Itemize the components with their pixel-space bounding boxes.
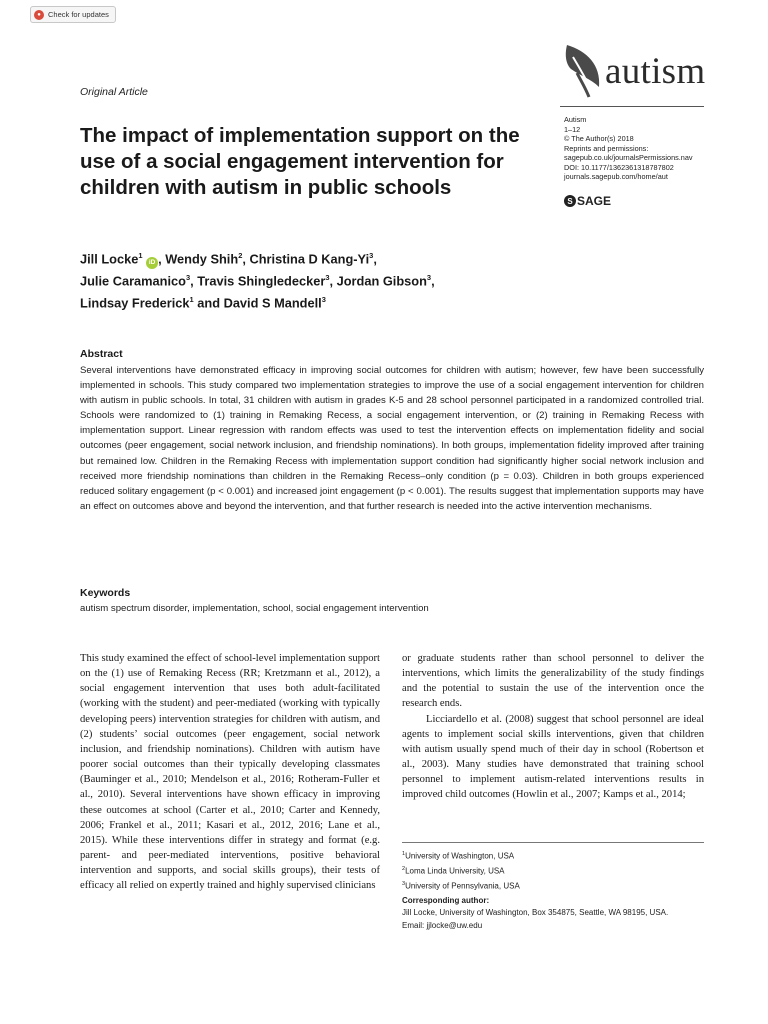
affiliation-item <box>402 863 704 878</box>
publisher-name: SAGE <box>577 194 612 208</box>
meta-pages: 1–12 <box>564 124 581 134</box>
body-column-right <box>402 651 704 803</box>
meta-copyright: © The Author(s) 2018 <box>564 134 634 143</box>
abstract-heading: Abstract <box>80 348 123 360</box>
affiliation-number: 2 <box>402 865 406 872</box>
affiliation-number: 1 <box>402 851 406 857</box>
footnote-rule <box>402 842 704 843</box>
affiliation-number: 3 <box>402 880 406 887</box>
body-paragraph: Licciardello et al. (2008) suggest that school personnel are ideal agents to implement social skills interventions, given that children with autism usually spend much of their day in school (Robertson et al., 2003). Many studies have demonstrated that training school personnel to implement autism-related interventions results in improved child outcomes (Howlin et al., 2007; Kamps et al., 2014; <box>402 713 704 801</box>
affiliation-text: University of Washington, USA <box>405 851 515 861</box>
article-title: The impact of implementation support on the use of a social engagement intervention for children with autism in public schools <box>80 124 520 199</box>
body-paragraph: or graduate students rather than school personnel to deliver the interventions, which limits the generalizability of the study findings and the potential to sustain the use of the intervention once the research ends. <box>402 653 704 710</box>
affiliation-item <box>402 848 704 863</box>
author-name: Christina D Kang-Yi <box>249 251 370 267</box>
body-paragraph: This study examined the effect of school-level implementation support on the (1) use of Remaking Recess (RR; Kretzmann et al., 2012), a social engagement intervention that uses both adult-facilitated (working with the student) and peer-mediated (working with typically developing peers) intervention strategies for children with autism, and (2) students’ social outcomes (peer engagement, social network inclusion, and friendship nominations). Children with autism have poorer social outcomes than their typically developing classmates (Bauminger et al., 2010; Mendelson et al., 2016; Rotheram-Fuller et al., 2010). Several interventions have shown efficacy in improving these outcomes at school (Carter et al., 2010; Carter and Kennedy, 2006; Frankel et al., 2011; Kasari et al., 2012, 2016; Lane et al., 2015). While these interventions differ in strategy and format (e.g. parent- and peer-mediated interventions, positive behavioral intervention and supports, and social skills groups), their tests of efficacy all relied on expertly trained and highly supervised clinicians <box>80 653 380 892</box>
author-affiliation-mark: 3 <box>185 273 191 283</box>
publisher-logo <box>564 194 611 208</box>
author-affiliation-mark: 1 <box>189 295 194 305</box>
meta-doi[interactable]: DOI: 10.1177/1362361318787802 <box>564 162 674 172</box>
author-name: David S Mandell <box>223 295 322 311</box>
meta-reprints-url[interactable]: sagepub.co.uk/journalsPermissions.nav <box>564 153 693 162</box>
body-column-left <box>80 651 380 894</box>
meta-reprints: Reprints and permissions: <box>564 143 649 153</box>
author-name: Lindsay Frederick <box>80 295 190 311</box>
author-affiliation-mark: 1 <box>138 251 143 260</box>
check-updates-icon: ● <box>34 10 44 20</box>
author-name: Travis Shingledecker <box>197 273 326 289</box>
affiliation-item <box>402 878 704 893</box>
affiliation-text: University of Pennsylvania, USA <box>405 881 520 891</box>
header-rule <box>560 106 704 107</box>
check-for-updates-button[interactable] <box>30 6 116 23</box>
corresponding-email[interactable]: Email: jjlocke@uw.edu <box>402 920 483 930</box>
corresponding-address: Jill Locke, University of Washington, Box 354875, Seattle, WA 98195, USA. <box>402 908 669 918</box>
author-name: Wendy Shih <box>165 251 239 267</box>
author-affiliation-mark: 3 <box>325 273 330 283</box>
check-updates-label: Check for updates <box>48 10 109 19</box>
journal-meta <box>564 115 724 182</box>
orcid-icon[interactable]: iD <box>146 257 158 269</box>
affiliation-text: Loma Linda University, USA <box>405 866 505 876</box>
keywords-heading: Keywords <box>80 587 131 599</box>
author-affiliation-mark: 2 <box>238 251 243 260</box>
journal-logo-text: autism <box>605 51 706 92</box>
affiliations-list <box>402 848 704 893</box>
meta-journal: Autism <box>564 115 587 124</box>
corresponding-heading: Corresponding author: <box>402 896 490 905</box>
meta-journal-url[interactable]: journals.sagepub.com/home/aut <box>564 172 668 181</box>
sage-s-icon: S <box>564 195 576 207</box>
corresponding-author <box>402 895 704 932</box>
author-list: Jill Locke$^1$ iD , Wendy Shih$^2$, Christina D Kang-Yi$^3$, Julie Caramanico$^3$, Travis Shingledecker$^3$, Jordan Gibson$^3$, Lindsay Frederick$^1$ and David S Mandell$^3$ <box>80 251 435 311</box>
author-affiliation-mark: 3 <box>369 251 374 260</box>
abstract-text: Several interventions have demonstrated efficacy in improving social outcomes for children with autism; however, few have been successfully implemented in schools. This study compared two implementation strategies to improve the use of a social engagement intervention for children with autism in public schools. In total, 31 children with autism in grades K-5 and 28 school personnel participated in a randomized controlled trial. Schools were randomized to (1) training in Remaking Recess, a social engagement intervention, or (2) training in Remaking Recess with implementation support. Linear regression with random effects was used to test the intervention effects on implementation fidelity and social outcomes (peer engagement, social network inclusion, and friendship nominations). In both groups, implementation fidelity improved after training but remained low. Children in the Remaking Recess with implementation support condition had significantly higher social network inclusion and received more friendship nominations than children in the Remaking Recess–only condition (p = 0.03). Children in both groups experienced reduced solitary engagement (p < 0.001) and increased joint engagement (p < 0.001). The results suggest that implementation supports may have an effect on outcomes above and beyond the intervention, and that further research is needed into the active intervention mechanisms. <box>80 365 704 512</box>
author-name: Jill Locke <box>80 251 139 267</box>
article-type: Original Article <box>80 86 148 98</box>
keywords-text: autism spectrum disorder, implementation, school, social engagement intervention <box>80 603 429 614</box>
author-name: Jordan Gibson <box>336 273 427 289</box>
author-name: Julie Caramanico <box>80 273 186 289</box>
journal-logo-leaf-icon <box>563 43 603 99</box>
author-affiliation-mark: 3 <box>321 295 326 305</box>
author-affiliation-mark: 3 <box>426 273 432 283</box>
